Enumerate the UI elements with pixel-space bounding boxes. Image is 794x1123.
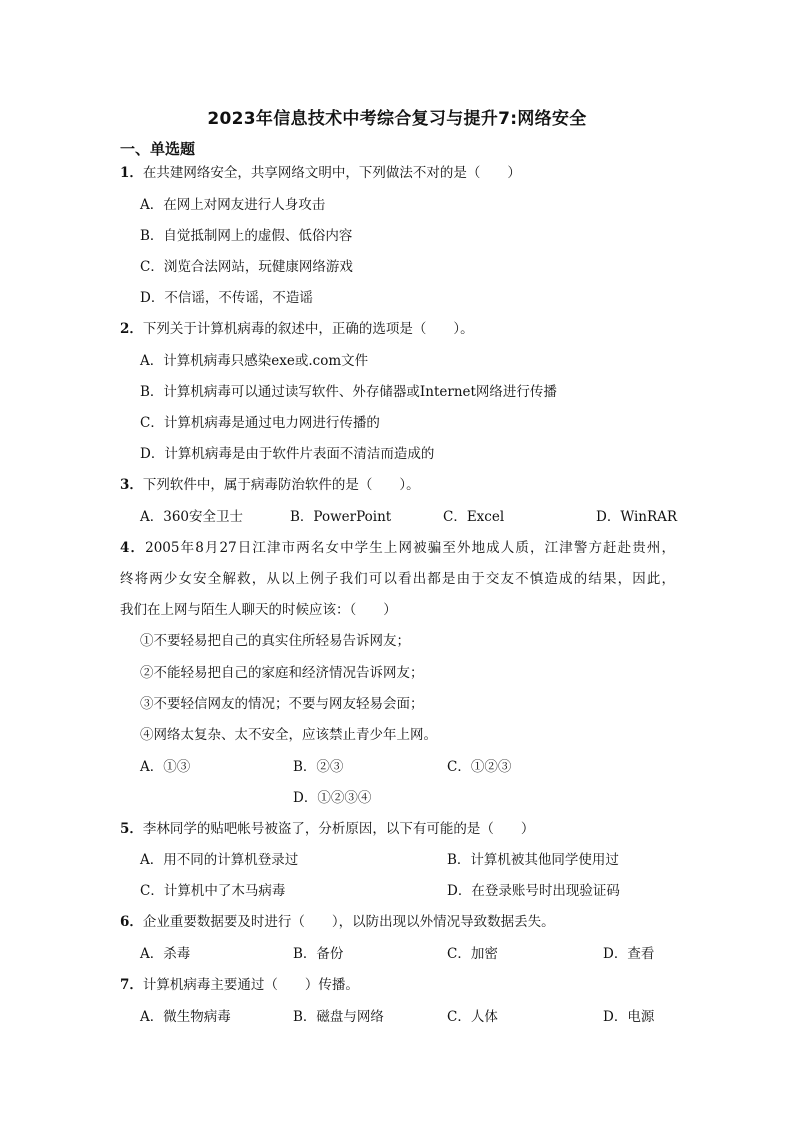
question-number: 4． — [120, 540, 146, 556]
option-b: B．计算机病毒可以通过读写软件、外存储器或Internet网络进行传播 — [140, 384, 557, 400]
option-b: B．自觉抵制网上的虚假、低俗内容 — [140, 228, 353, 244]
question-text: 下列软件中，属于病毒防治软件的是（ ）。 — [142, 477, 420, 493]
question-number: 6． — [120, 914, 143, 930]
question-number: 7． — [120, 977, 143, 993]
option-a: A．在网上对网友进行人身攻击 — [140, 197, 326, 213]
statement-1: ①不要轻易把自己的真实住所轻易告诉网友； — [140, 633, 410, 649]
option-d: D．不信谣，不传谣，不造谣 — [140, 290, 313, 306]
question-text-line-2: 终将两少女安全解救，从以上例子我们可以看出都是由于交友不慎造成的结果，因此， — [120, 571, 675, 587]
option-b: B．PowerPoint — [290, 509, 392, 525]
option-d: D．WinRAR — [596, 509, 678, 525]
question-6 — [120, 913, 555, 931]
question-1 — [120, 164, 521, 182]
question-text: 计算机病毒主要通过（ ）传播。 — [142, 977, 359, 993]
option-a: A．计算机病毒只感染exe或.com文件 — [140, 353, 369, 369]
option-a: A．360安全卫士 — [140, 509, 244, 525]
question-number: 3． — [120, 477, 143, 493]
question-text-line-1: 2005年8月27日江津市两名女中学生上网被骗至外地成人质，江津警方赶赴贵州， — [145, 540, 675, 556]
option-d: D．在登录账号时出现验证码 — [447, 883, 620, 899]
option-b: B．②③ — [293, 759, 344, 775]
statement-3: ③不要轻信网友的情况；不要与网友轻易会面； — [140, 696, 424, 712]
option-c: C．加密 — [447, 946, 498, 962]
statement-4: ④网络太复杂、太不安全，应该禁止青少年上网。 — [140, 727, 437, 743]
question-3 — [120, 476, 420, 494]
question-2 — [120, 320, 474, 338]
statement-2: ②不能轻易把自己的家庭和经济情况告诉网友； — [140, 665, 424, 681]
section-heading: 一、单选题 — [120, 140, 196, 158]
option-a: A．①③ — [140, 759, 191, 775]
option-b: B．备份 — [293, 946, 344, 962]
question-text: 李林同学的贴吧帐号被盗了，分析原因，以下有可能的是（ ） — [142, 821, 535, 837]
option-c: C．①②③ — [447, 759, 512, 775]
question-5 — [120, 820, 534, 838]
option-c: C．Excel — [443, 509, 505, 525]
question-text: 在共建网络安全，共享网络文明中，下列做法不对的是（ ） — [142, 165, 521, 181]
option-d: D．①②③④ — [293, 790, 372, 806]
question-text: 下列关于计算机病毒的叙述中，正确的选项是（ ）。 — [142, 321, 474, 337]
question-number: 1． — [120, 165, 143, 181]
option-a: A．杀毒 — [140, 946, 191, 962]
option-b: B．磁盘与网络 — [293, 1009, 384, 1025]
question-number: 2． — [120, 321, 143, 337]
option-a: A．微生物病毒 — [140, 1009, 231, 1025]
question-number: 5． — [120, 821, 143, 837]
document-title: 2023年信息技术中考综合复习与提升7:网络安全 — [207, 109, 587, 129]
option-c: C．浏览合法网站，玩健康网络游戏 — [140, 259, 353, 275]
question-text-line-3: 我们在上网与陌生人聊天的时候应该：（ ） — [120, 602, 397, 618]
question-4 — [120, 539, 675, 557]
option-d: D．电源 — [603, 1009, 655, 1025]
option-c: C．人体 — [447, 1009, 498, 1025]
option-c: C．计算机中了木马病毒 — [140, 883, 286, 899]
option-c: C．计算机病毒是通过电力网进行传播的 — [140, 415, 380, 431]
option-d: D．查看 — [603, 946, 655, 962]
option-d: D．计算机病毒是由于软件片表面不清洁而造成的 — [140, 446, 435, 462]
question-7 — [120, 976, 359, 994]
option-a: A．用不同的计算机登录过 — [140, 852, 299, 868]
option-b: B．计算机被其他同学使用过 — [447, 852, 619, 868]
question-text: 企业重要数据要及时进行（ ），以防出现以外情况导致数据丢失。 — [142, 914, 555, 930]
